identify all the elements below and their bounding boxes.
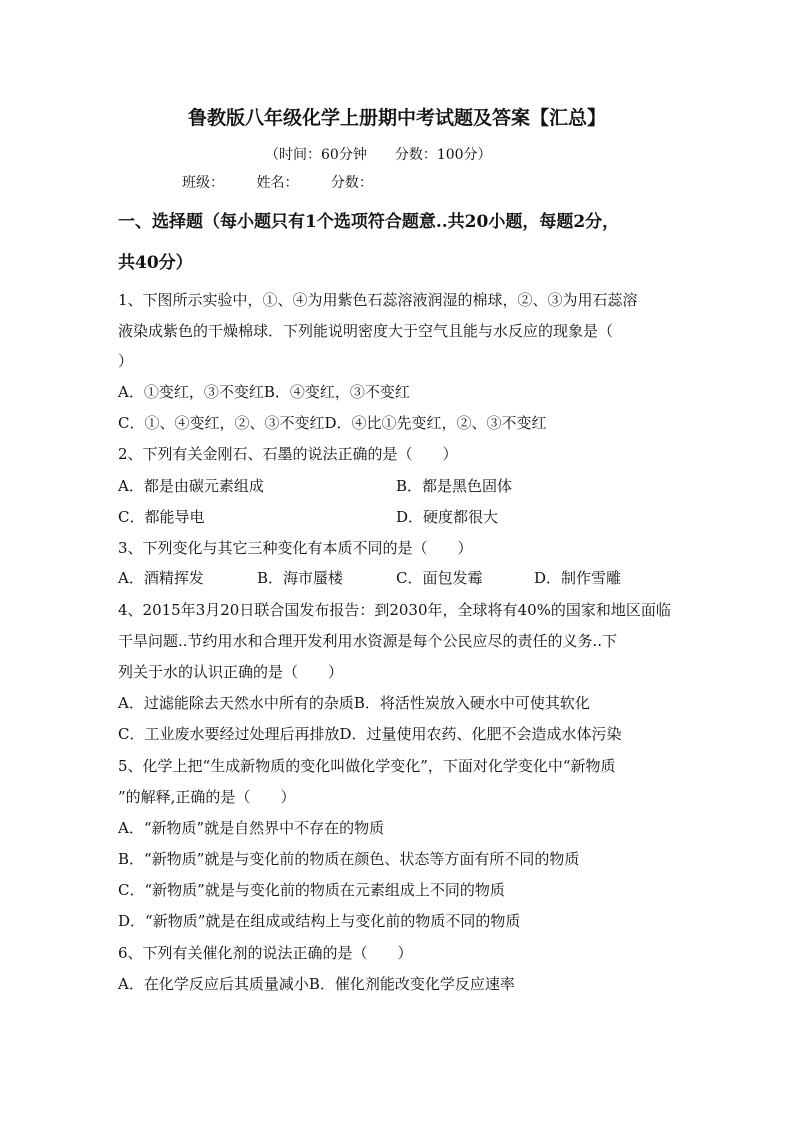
question-5-option-c: C．“新物质”就是与变化前的物质在元素组成上不同的物质 (118, 881, 505, 899)
question-3-option-a: A．酒精挥发 (118, 569, 204, 587)
question-3-option-d: D．制作雪雕 (534, 569, 622, 587)
question-6-stem: 6、下列有关催化剂的说法正确的是（ ） (118, 944, 413, 962)
question-1-line-3: ） (118, 352, 134, 370)
question-2-option-a: A．都是由碳元素组成 (118, 477, 264, 495)
question-5-option-a: A．“新物质”就是自然界中不存在的物质 (118, 819, 385, 837)
score-label: 分数： (330, 175, 373, 191)
question-2-stem: 2、下列有关金刚石、石墨的说法正确的是（ ） (118, 445, 458, 463)
name-label: 姓名： (256, 175, 299, 191)
question-4-options-ab: A．过滤能除去天然水中所有的杂质B．将活性炭放入硬水中可使其软化 (118, 694, 590, 712)
question-4-line-1: 4、2015年3月20日联合国发布报告：到2030年，全球将有40%的国家和地区面临 (118, 601, 671, 619)
question-4-line-2: 干旱问题..节约用水和合理开发利用水资源是每个公民应尽的责任的义务..下 (118, 632, 618, 650)
question-5-line-1: 5、化学上把“生成新物质的变化叫做化学变化”，下面对化学变化中“新物质 (118, 757, 616, 775)
question-1-options-cd: C．①、④变红，②、③不变红D．④比①先变红，②、③不变红 (118, 414, 547, 432)
question-3-option-c: C．面包发霉 (396, 569, 483, 587)
question-3-option-b: B．海市蜃楼 (257, 569, 344, 587)
question-2-option-c: C．都能导电 (118, 508, 205, 526)
exam-time-score: （时间：60分钟 分数：100分） (265, 147, 492, 163)
section-heading-cont: 共40分） (118, 253, 193, 273)
question-3-stem: 3、下列变化与其它三种变化有本质不同的是（ ） (118, 539, 473, 557)
question-1-line-2: 液染成紫色的干燥棉球．下列能说明密度大于空气且能与水反应的现象是（ (118, 322, 614, 340)
question-6-options-ab: A．在化学反应后其质量减小B．催化剂能改变化学反应速率 (118, 975, 515, 993)
page-title: 鲁教版八年级化学上册期中考试题及答案【汇总】 (187, 107, 606, 129)
section-heading: 一、选择题（每小题只有1个选项符合题意..共20小题，每题2分， (118, 212, 620, 232)
question-5-line-2: ”的解释,正确的是（ ） (118, 788, 296, 806)
question-1-options-ab: A．①变红，③不变红B．④变红，③不变红 (118, 383, 410, 401)
question-5-option-d: D．“新物质”就是在组成或结构上与变化前的物质不同的物质 (118, 912, 521, 930)
student-info (182, 174, 373, 192)
question-2-option-b: B．都是黑色固体 (396, 477, 513, 495)
question-1-line-1: 1、下图所示实验中，①、④为用紫色石蕊溶液润湿的棉球，②、③为用石蕊溶 (118, 291, 638, 309)
question-4-options-cd: C．工业废水要经过处理后再排放D．过量使用农药、化肥不会造成水体污染 (118, 725, 622, 743)
question-5-option-b: B．“新物质”就是与变化前的物质在颜色、状态等方面有所不同的物质 (118, 850, 580, 868)
class-label: 班级： (182, 175, 224, 191)
question-4-line-3: 列关于水的认识正确的是（ ） (118, 663, 344, 681)
question-2-option-d: D．硬度都很大 (396, 508, 499, 526)
